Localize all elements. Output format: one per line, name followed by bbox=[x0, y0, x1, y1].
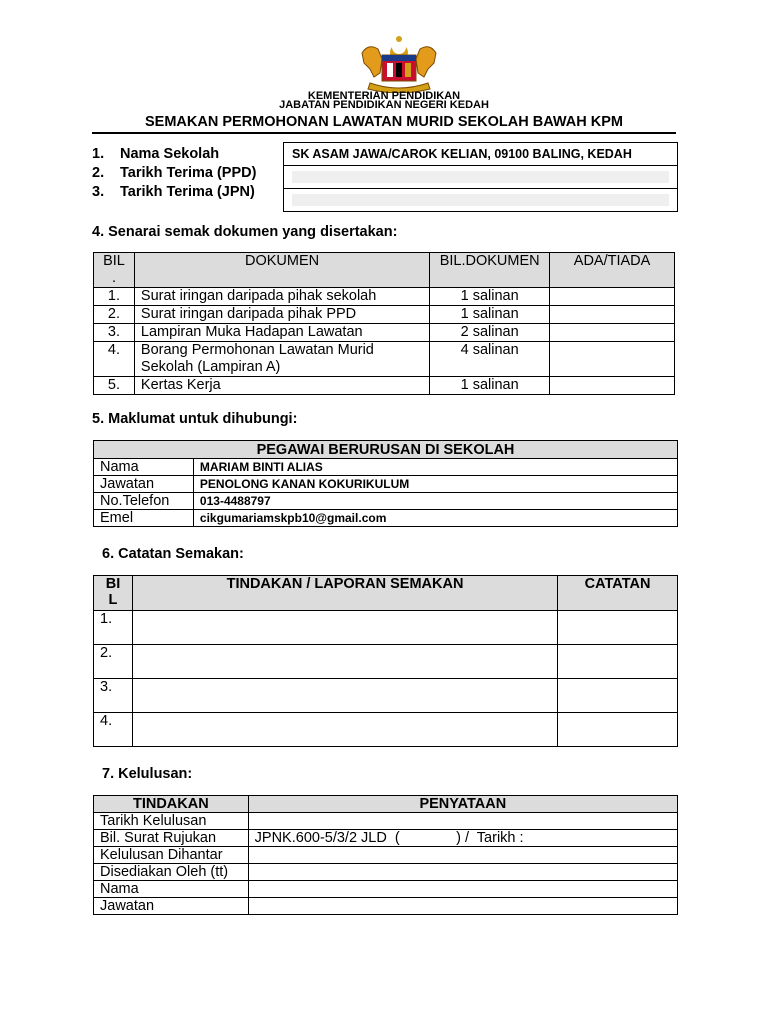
nama-sekolah-field[interactable]: SK ASAM JAWA/CAROK KELIAN, 09100 BALING, KEDAH bbox=[283, 142, 678, 166]
contact-value: cikgumariamskpb10@gmail.com bbox=[193, 510, 677, 527]
document-checklist-table bbox=[93, 252, 675, 395]
section5-heading: 5. Maklumat untuk dihubungi: bbox=[92, 411, 298, 427]
approval-value-cell[interactable]: JPNK.600-5/3/2 JLD ( ) / Tarikh : bbox=[248, 830, 677, 847]
col-header-tindakan-laporan: TINDAKAN / LAPORAN SEMAKAN bbox=[132, 576, 557, 611]
contact-label: Jawatan bbox=[94, 476, 194, 493]
col-header-penyataan: PENYATAAN bbox=[248, 796, 677, 813]
table-row bbox=[94, 679, 678, 713]
row-dokumen: Surat iringan daripada pihak sekolah bbox=[134, 288, 429, 306]
row-catatan-cell[interactable] bbox=[558, 713, 678, 747]
ministry-name: KEMENTERIAN PENDIDIKAN bbox=[307, 90, 461, 102]
row-ada-tiada-cell[interactable] bbox=[550, 324, 675, 342]
row-bil-dokumen: 1 salinan bbox=[430, 377, 550, 395]
table-row bbox=[94, 493, 678, 510]
row-tindakan-cell[interactable] bbox=[132, 611, 557, 645]
row-catatan-cell[interactable] bbox=[558, 679, 678, 713]
row-bil: 3. bbox=[94, 679, 133, 713]
approval-value-cell[interactable] bbox=[248, 881, 677, 898]
table-row bbox=[94, 324, 675, 342]
section4-heading: 4. Senarai semak dokumen yang disertakan: bbox=[92, 224, 398, 240]
tarikh-terima-ppd-field[interactable] bbox=[283, 165, 678, 189]
row-bil: 1. bbox=[94, 288, 135, 306]
col-header-bil-dokumen: BIL.DOKUMEN bbox=[430, 253, 550, 288]
section7-heading: 7. Kelulusan: bbox=[102, 766, 193, 782]
table-row bbox=[94, 342, 675, 377]
department-name: JABATAN PENDIDIKAN NEGERI KEDAH bbox=[279, 99, 489, 111]
item-nama-sekolah-label: 1. Nama Sekolah bbox=[92, 146, 220, 162]
col-header-bil: BIL . bbox=[94, 253, 135, 288]
row-dokumen: Surat iringan daripada pihak PPD bbox=[134, 306, 429, 324]
item-tarikh-jpn-label: 3. Tarikh Terima (JPN) bbox=[92, 184, 255, 200]
contact-label: No.Telefon bbox=[94, 493, 194, 510]
review-notes-table bbox=[93, 575, 678, 747]
approval-label: Tarikh Kelulusan bbox=[94, 813, 249, 830]
row-bil: 2. bbox=[94, 306, 135, 324]
table-row bbox=[94, 611, 678, 645]
table-row bbox=[94, 881, 678, 898]
row-bil-dokumen: 2 salinan bbox=[430, 324, 550, 342]
contact-value: PENOLONG KANAN KOKURIKULUM bbox=[193, 476, 677, 493]
row-tindakan-cell[interactable] bbox=[132, 645, 557, 679]
row-ada-tiada-cell[interactable] bbox=[550, 288, 675, 306]
approval-label: Jawatan bbox=[94, 898, 249, 915]
table-row bbox=[94, 459, 678, 476]
approval-table bbox=[93, 795, 678, 915]
row-bil: 1. bbox=[94, 611, 133, 645]
col-header-catatan: CATATAN bbox=[558, 576, 678, 611]
row-tindakan-cell[interactable] bbox=[132, 679, 557, 713]
row-tindakan-cell[interactable] bbox=[132, 713, 557, 747]
contact-label: Emel bbox=[94, 510, 194, 527]
page-title: SEMAKAN PERMOHONAN LAWATAN MURID SEKOLAH BAWAH KPM bbox=[145, 114, 623, 130]
table-header-row bbox=[94, 253, 675, 288]
row-ada-tiada-cell[interactable] bbox=[550, 377, 675, 395]
row-dokumen: Kertas Kerja bbox=[134, 377, 429, 395]
row-bil: 3. bbox=[94, 324, 135, 342]
row-catatan-cell[interactable] bbox=[558, 611, 678, 645]
approval-label: Nama bbox=[94, 881, 249, 898]
row-bil-dokumen: 1 salinan bbox=[430, 288, 550, 306]
row-catatan-cell[interactable] bbox=[558, 645, 678, 679]
approval-label: Disediakan Oleh (tt) bbox=[94, 864, 249, 881]
malaysia-coat-of-arms-logo bbox=[356, 35, 442, 93]
table-row bbox=[94, 510, 678, 527]
col-header-dokumen: DOKUMEN bbox=[134, 253, 429, 288]
table-row bbox=[94, 898, 678, 915]
col-header-tindakan: TINDAKAN bbox=[94, 796, 249, 813]
row-bil-dokumen: 4 salinan bbox=[430, 342, 550, 377]
approval-label: Kelulusan Dihantar bbox=[94, 847, 249, 864]
row-ada-tiada-cell[interactable] bbox=[550, 342, 675, 377]
col-header-bil: BI L bbox=[94, 576, 133, 611]
table-row bbox=[94, 645, 678, 679]
row-bil: 2. bbox=[94, 645, 133, 679]
table-row bbox=[94, 864, 678, 881]
row-dokumen: Lampiran Muka Hadapan Lawatan bbox=[134, 324, 429, 342]
row-bil-dokumen: 1 salinan bbox=[430, 306, 550, 324]
contact-label: Nama bbox=[94, 459, 194, 476]
table-row bbox=[94, 813, 678, 830]
approval-value-cell[interactable] bbox=[248, 847, 677, 864]
approval-label: Bil. Surat Rujukan bbox=[94, 830, 249, 847]
approval-value-cell[interactable] bbox=[248, 864, 677, 881]
row-ada-tiada-cell[interactable] bbox=[550, 306, 675, 324]
contact-table bbox=[93, 440, 678, 527]
title-divider bbox=[92, 132, 676, 134]
table-row bbox=[94, 830, 678, 847]
table-row bbox=[94, 288, 675, 306]
row-dokumen: Borang Permohonan Lawatan Murid Sekolah (Lampiran A) bbox=[134, 342, 429, 377]
approval-value-cell[interactable] bbox=[248, 898, 677, 915]
contact-value: MARIAM BINTI ALIAS bbox=[193, 459, 677, 476]
table-row bbox=[94, 306, 675, 324]
contact-value: 013-4488797 bbox=[193, 493, 677, 510]
table-row bbox=[94, 847, 678, 864]
item-tarikh-ppd-label: 2. Tarikh Terima (PPD) bbox=[92, 165, 257, 181]
approval-value-cell[interactable] bbox=[248, 813, 677, 830]
section6-heading: 6. Catatan Semakan: bbox=[102, 546, 244, 562]
table-row bbox=[94, 476, 678, 493]
row-bil: 4. bbox=[94, 342, 135, 377]
col-header-ada-tiada: ADA/TIADA bbox=[550, 253, 675, 288]
row-bil: 4. bbox=[94, 713, 133, 747]
contact-table-title: PEGAWAI BERURUSAN DI SEKOLAH bbox=[94, 441, 678, 459]
tarikh-terima-jpn-field[interactable] bbox=[283, 188, 678, 212]
table-row bbox=[94, 713, 678, 747]
table-row bbox=[94, 377, 675, 395]
row-bil: 5. bbox=[94, 377, 135, 395]
